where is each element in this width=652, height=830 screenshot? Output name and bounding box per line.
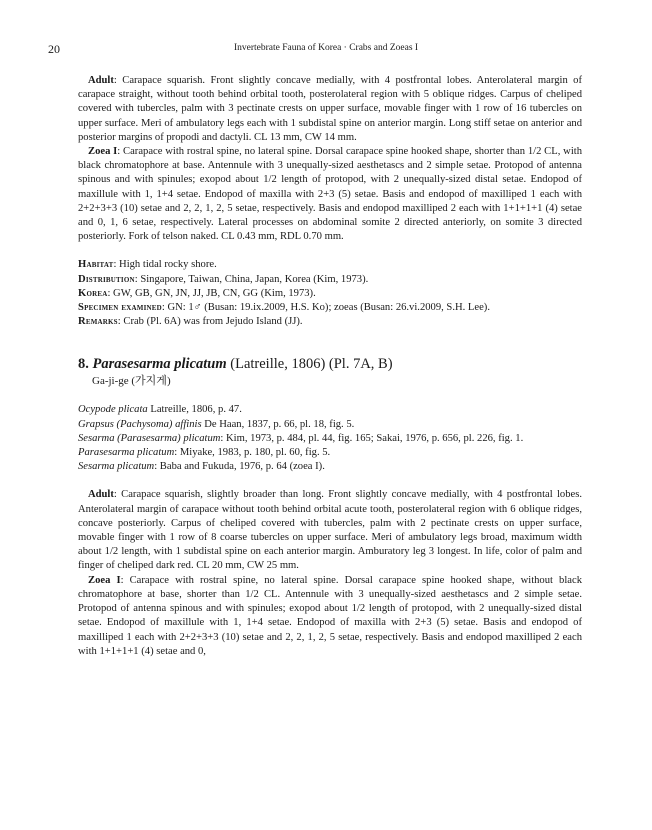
habitat-line: Habitat: High tidal rocky shore.	[78, 259, 217, 271]
specimen-label: Specimen examined	[78, 302, 162, 314]
synonym-item: Ocypode plicata Latreille, 1806, p. 47.	[78, 404, 242, 416]
adult-label: Adult	[88, 75, 114, 86]
adult-label-2: Adult	[88, 489, 114, 501]
page-body	[78, 74, 582, 659]
habitat-label: Habitat	[78, 259, 114, 271]
page-number: 20	[48, 42, 60, 56]
korea-label: Korea	[78, 287, 108, 299]
specimen-line: Specimen examined: GN: 1♂ (Busan: 19.ix.2009, H.S. Ko); zoeas (Busan: 26.vi.2009, S.H. Lee).	[78, 302, 490, 314]
synonymy-list	[78, 403, 582, 474]
zoea-label-2: Zoea I	[88, 574, 121, 586]
zoea-description-2	[78, 574, 582, 659]
page-header	[48, 42, 604, 58]
distribution-line: Distribution: Singapore, Taiwan, China, Japan, Korea (Kim, 1973).	[78, 273, 369, 285]
korea-line: Korea: GW, GB, GN, JN, JJ, JB, CN, GG (Kim, 1973).	[78, 287, 316, 299]
species-authority: (Latreille, 1806) (Pl. 7A, B)	[226, 356, 393, 373]
species-heading	[78, 355, 582, 373]
adult-description	[78, 74, 582, 145]
adult-text-2: : Carapace squarish, slightly broader than long. Front slightly concave medially, with 4 postfrontal lobes. Anterolateral margin of carapace without tooth behind orbital acute tooth, posterolateral region with 6 oblique ridges, concave posteriorly. Carpus of cheliped covered with tubercles, palm with 2 pectinate crests on upper surface, movable finger with 1 row of 8 coarse tubercles on upper surface. Meri of ambulatory legs broad, maximum width about 1/2 length, with 1 subdistal spine on each anterior margin. Amburatory leg 3 longest. In life, color of palm and finger of cheliped dark red. CL 20 mm, CW 25 mm.	[78, 489, 582, 572]
zoea-description	[78, 145, 582, 244]
synonym-item: Sesarma plicatum: Baba and Fukuda, 1976, p. 64 (zoea I).	[78, 461, 325, 473]
synonym-item: Sesarma (Parasesarma) plicatum: Kim, 1973, p. 484, pl. 44, fig. 165; Sakai, 1976, p. 656, pl. 226, fig. 1.	[78, 432, 524, 444]
synonym-item: Parasesarma plicatum: Miyake, 1983, p. 180, pl. 60, fig. 5.	[78, 447, 331, 459]
remarks-line: Remarks: Crab (Pl. 6A) was from Jejudo Island (JJ).	[78, 316, 303, 328]
zoea-text: : Carapace with rostral spine, no lateral spine. Dorsal carapace spine hooked shape, shorter than 1/2 CL, with black chromatophore at base. Antennule with 3 unequally-sized aesthetascs and 2 simple setae. Protopod of antenna spinous and with spinules; exopod about 1/2 length of protopod, with 2 unequally-sized distal setae. Endopod of maxillule with 1, 1+4 setae. Endopod of maxilla with 2+3 (5) setae. Basis and endopod of maxilliped 1 each with 2+2+3+3 (10) setae and 2, 2, 1, 2, 5 setae, respectively. Basis and endopod maxilliped 2 each with 1+1+1+1 (4) setae and 0, 1, 6 setae, respectively. Lateral processes on abdominal somite 2 directed anteriorly, on somite 3 directed posteriorly. Fork of telson naked. CL 0.43 mm, RDL 0.70 mm.	[78, 146, 583, 243]
distribution-label: Distribution	[78, 273, 135, 285]
korean-name: Ga-ji-ge (가지게)	[92, 375, 171, 388]
synonym-item: Grapsus (Pachysoma) affinis De Haan, 1837, p. 66, pl. 18, fig. 5.	[78, 418, 355, 430]
species-number: 8.	[78, 356, 89, 373]
zoea-label: Zoea I	[88, 146, 118, 158]
species-metadata	[78, 258, 582, 329]
species-name: Parasesarma plicatum	[92, 356, 227, 373]
zoea-text-2: : Carapace with rostral spine, no lateral spine. Dorsal carapace spine hooked shape, without black chromatophore at base, shorter than 1/2 CL. Antennule with 3 unequally-sized aesthetascs and 2 simple setae. Protopod of antenna spinous and with spinules; exopod about 1/2 length of protopod, with 2 unequally-sized distal setae. Endopod of maxillule with 1, 1+4 setae. Endopod of maxilla with 2+3 (5) setae. Basis and endopod of maxilliped 1 each with 2+2+3+3 (10) setae and 2, 2, 1, 2, 5 setae, respectively. Basis and endopod maxilliped 2 each with 1+1+1+1 (4) setae and 0,	[78, 574, 582, 657]
running-head: Invertebrate Fauna of Korea · Crabs and Zoeas I	[233, 43, 419, 53]
remarks-label: Remarks	[78, 316, 118, 328]
adult-text: : Carapace squarish. Front slightly concave medially, with 4 postfrontal lobes. Anterolateral margin of carapace straight, without tooth behind orbital tooth, posterolateral region with 5 oblique ridges. Carpus of cheliped covered with tubercles, palm with 3 pectinate crests on upper surface, movable finger with 1 row of 16 tubercles on upper surface. Meri of ambulatory legs each with 1 subdistal spine on anterior margin. Long stiff setae on anterior and posterior margins of propodi and dactyli. CL 13 mm, CW 14 mm.	[78, 75, 582, 143]
adult-description-2	[78, 488, 582, 573]
